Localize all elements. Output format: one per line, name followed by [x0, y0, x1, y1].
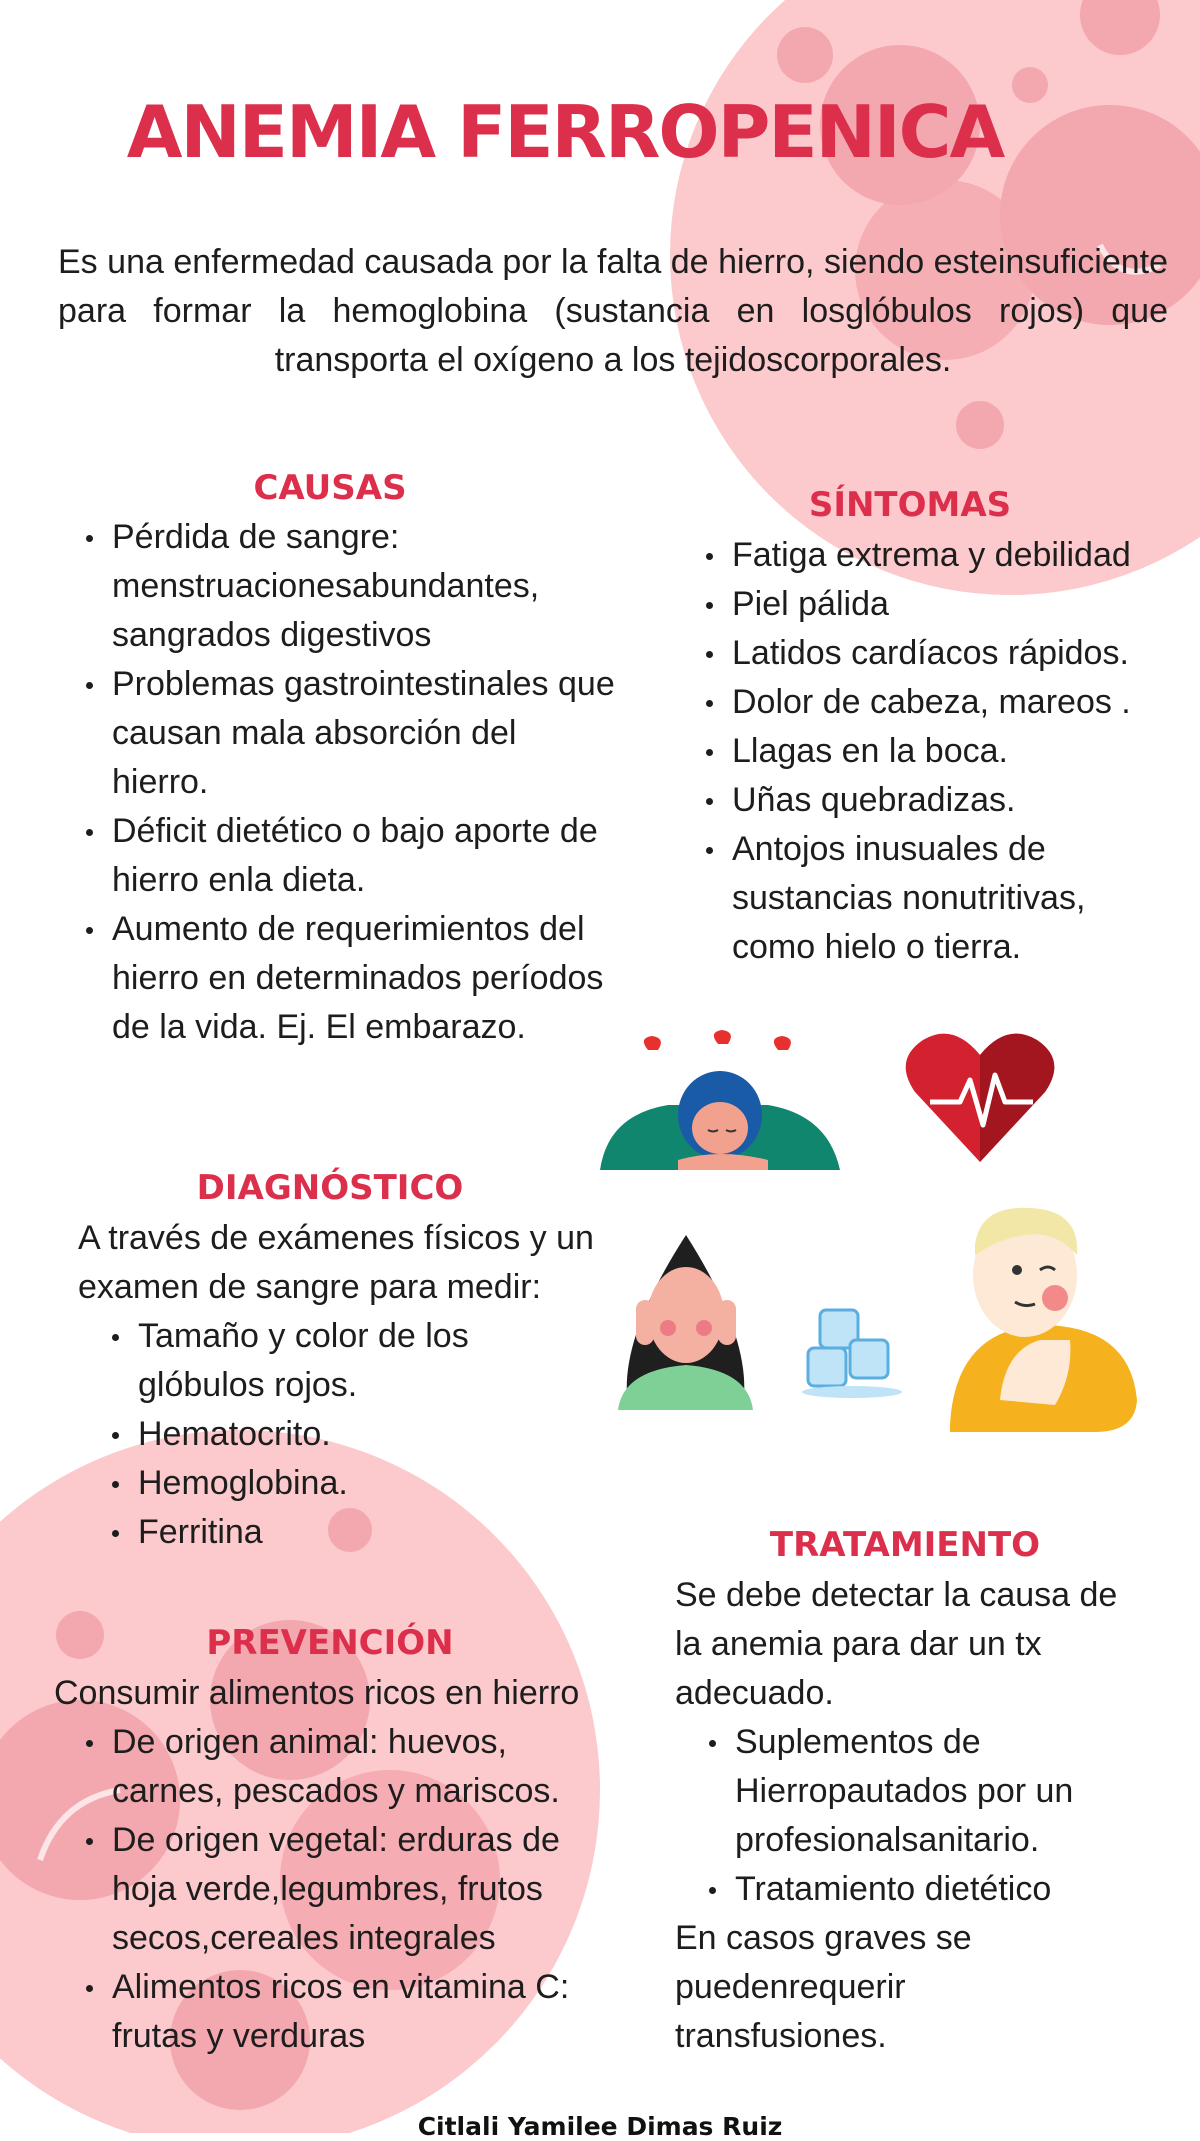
- list-item: Ferritina: [108, 1508, 588, 1557]
- sintomas-list: [702, 531, 1162, 972]
- tratamiento-list: [705, 1718, 1145, 1914]
- list-item: Uñas quebradizas.: [702, 776, 1162, 825]
- diagnostico-heading: DIAGNÓSTICO: [196, 1168, 464, 1208]
- pale-man-illustration: [945, 1200, 1140, 1440]
- tratamiento-intro: Se debe detectar la causa de la anemia para dar un tx adecuado.: [675, 1576, 1118, 1712]
- list-item: Llagas en la boca.: [702, 727, 1162, 776]
- list-item: Tamaño y color de los glóbulos rojos.: [108, 1312, 588, 1410]
- list-item: Aumento de requerimientos del hierro en determinados períodos de la vida. Ej. El embarazo.: [82, 905, 622, 1052]
- list-item: Déficit dietético o bajo aporte de hierro enla dieta.: [82, 807, 622, 905]
- headache-woman-illustration: [608, 1230, 763, 1410]
- page-title: ANEMIA FERROPENICA: [126, 90, 1004, 174]
- list-item: Antojos inusuales de sustancias nonutritivas, como hielo o tierra.: [702, 825, 1162, 972]
- sintomas-heading: SÍNTOMAS: [808, 485, 1012, 525]
- prevencion-heading: PREVENCIÓN: [206, 1623, 454, 1663]
- ice-cubes-icon: [800, 1300, 905, 1400]
- list-item: Alimentos ricos en vitamina C: frutas y verduras: [82, 1963, 612, 2061]
- list-item: Tratamiento dietético: [705, 1865, 1145, 1914]
- list-item: Hematocrito.: [108, 1410, 588, 1459]
- causas-list: [82, 513, 622, 1052]
- list-item: Suplementos de Hierropautados por un profesionalsanitario.: [705, 1718, 1145, 1865]
- heart-pulse-icon: [905, 1030, 1055, 1165]
- list-item: Latidos cardíacos rápidos.: [702, 629, 1162, 678]
- prevencion-intro: Consumir alimentos ricos en hierro: [54, 1674, 580, 1712]
- diagnostico-list: [108, 1312, 588, 1557]
- list-item: Hemoglobina.: [108, 1459, 588, 1508]
- prevencion-list: [82, 1718, 612, 2061]
- tired-woman-illustration: [598, 1030, 843, 1175]
- list-item: Fatiga extrema y debilidad: [702, 531, 1162, 580]
- list-item: De origen animal: huevos, carnes, pescados y mariscos.: [82, 1718, 612, 1816]
- causas-heading: CAUSAS: [253, 468, 407, 508]
- list-item: Piel pálida: [702, 580, 1162, 629]
- author-credit: Citlali Yamilee Dimas Ruiz: [417, 2112, 783, 2141]
- tratamiento-outro: En casos graves se puedenrequerir transfusiones.: [675, 1919, 972, 2055]
- list-item: De origen vegetal: erduras de hoja verde,legumbres, frutos secos,cereales integrales: [82, 1816, 612, 1963]
- intro-paragraph: Es una enfermedad causada por la falta de hierro, siendo esteinsuficiente para formar la hemoglobina (sustancia en losglóbulos rojos) que transporta el oxígeno a los tejidoscorporales.: [58, 243, 1168, 379]
- tratamiento-heading: TRATAMIENTO: [769, 1525, 1041, 1565]
- list-item: Dolor de cabeza, mareos .: [702, 678, 1162, 727]
- diagnostico-intro: A través de exámenes físicos y un examen de sangre para medir:: [78, 1219, 594, 1306]
- list-item: Pérdida de sangre: menstruacionesabundantes, sangrados digestivos: [82, 513, 622, 660]
- list-item: Problemas gastrointestinales que causan mala absorción del hierro.: [82, 660, 622, 807]
